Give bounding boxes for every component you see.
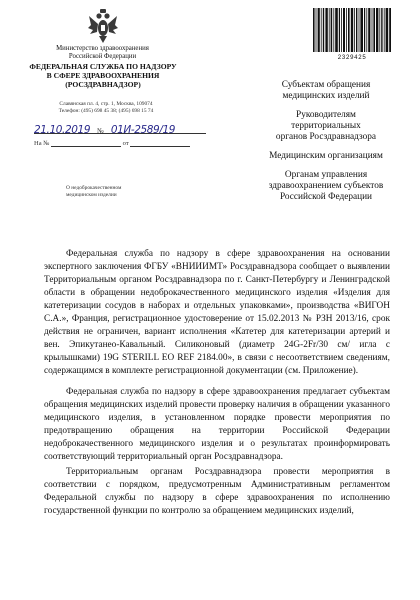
reference-line [34,139,190,147]
double-headed-eagle-emblem-icon [88,8,118,44]
body-paragraph: Федеральная служба по надзору в сфере здравоохранения на основании экспертного заключения ФГБУ «ВНИИИМТ» Росздравнадзора сообщает о выявлении Территориальным органом Росздравнадзора по г. Санкт-Петербургу и Ленинградской области в обращении недоброкачественного медицинского изделия «Изделия для катетеризации сосудов в наборах и отдельных упаковками», производства «ВИГОН С.А.», Франция, регистрационное удостоверение от 15.02.2013 № РЗН 2013/16, срок действия не ограничен, вариант исполнения «Катетер для катетеризации артерий и вен. Эпикутанео-Кавальный. Силиконовый (диаметр 24G-2Fr/30 см/ игла с крылышками) 19G STERILL EO REF 2184.00», в связи с несоответствием сведениям, содержащимся в комплекте регистрационной документации (см. Приложение). [44,249,390,376]
agency-address: Славянская пл. 4, стр. 1, Москва, 109074 Телефон: (495) 698 45 38; (495) 698 15 74 [58,101,154,114]
registration-number: 01И-2589/19 [110,124,176,136]
barcode-number: 2329425 [337,54,367,61]
body-paragraph: Территориальным органам Росздравнадзора провести мероприятия в соответствии с порядком, предусмотренным Административным регламентом Федеральной службы по надзору в сфере здравоохранения по исполнению государственной функции по контролю за обращением медицинских изделий, [44,467,390,516]
reference-date-blank [130,139,190,147]
agency-name: ФЕДЕРАЛЬНАЯ СЛУЖБА ПО НАДЗОРУ В СФЕРЕ ЗДРАВООХРАНЕНИЯ (РОСЗДРАВНАДЗОР) [29,62,177,89]
body-paragraph: Федеральная служба по надзору в сфере здравоохранения предлагает субъектам обращения медицинских изделий провести проверку наличия в обращении указанного медицинского изделия, в установленном порядке провести мероприятия по предотвращению обращения на территории Российской Федерации недоброкачественного медицинского изделия и о результатах проинформировать соответствующий территориальный орган Росздравнадзора. [44,387,390,462]
registration-number-label: № [97,127,104,135]
recipient-group: Субъектам обращения медицинских изделий [281,80,371,101]
letter-body [44,248,390,526]
registration-date: 21.10.2019 [34,124,91,136]
ministry-name: Министерство здравоохранения Российской Федерации [56,45,149,60]
letter-subject: О недоброкачественном медицинском изделии [66,185,122,198]
reference-number-blank [51,139,121,147]
recipient-group: Руководителям территориальных органов Росздравнадзора [275,110,377,142]
recipients-block [246,80,406,211]
reference-number-label: На № [34,140,50,147]
barcode-icon [313,8,391,52]
recipient-group: Медицинским организациям [269,151,383,161]
registration-underline [34,133,206,134]
reference-date-label: от [122,140,129,147]
recipient-group: Органам управления здравоохранением субъектов Российской Федерации [268,170,384,202]
registration-line [34,120,206,136]
